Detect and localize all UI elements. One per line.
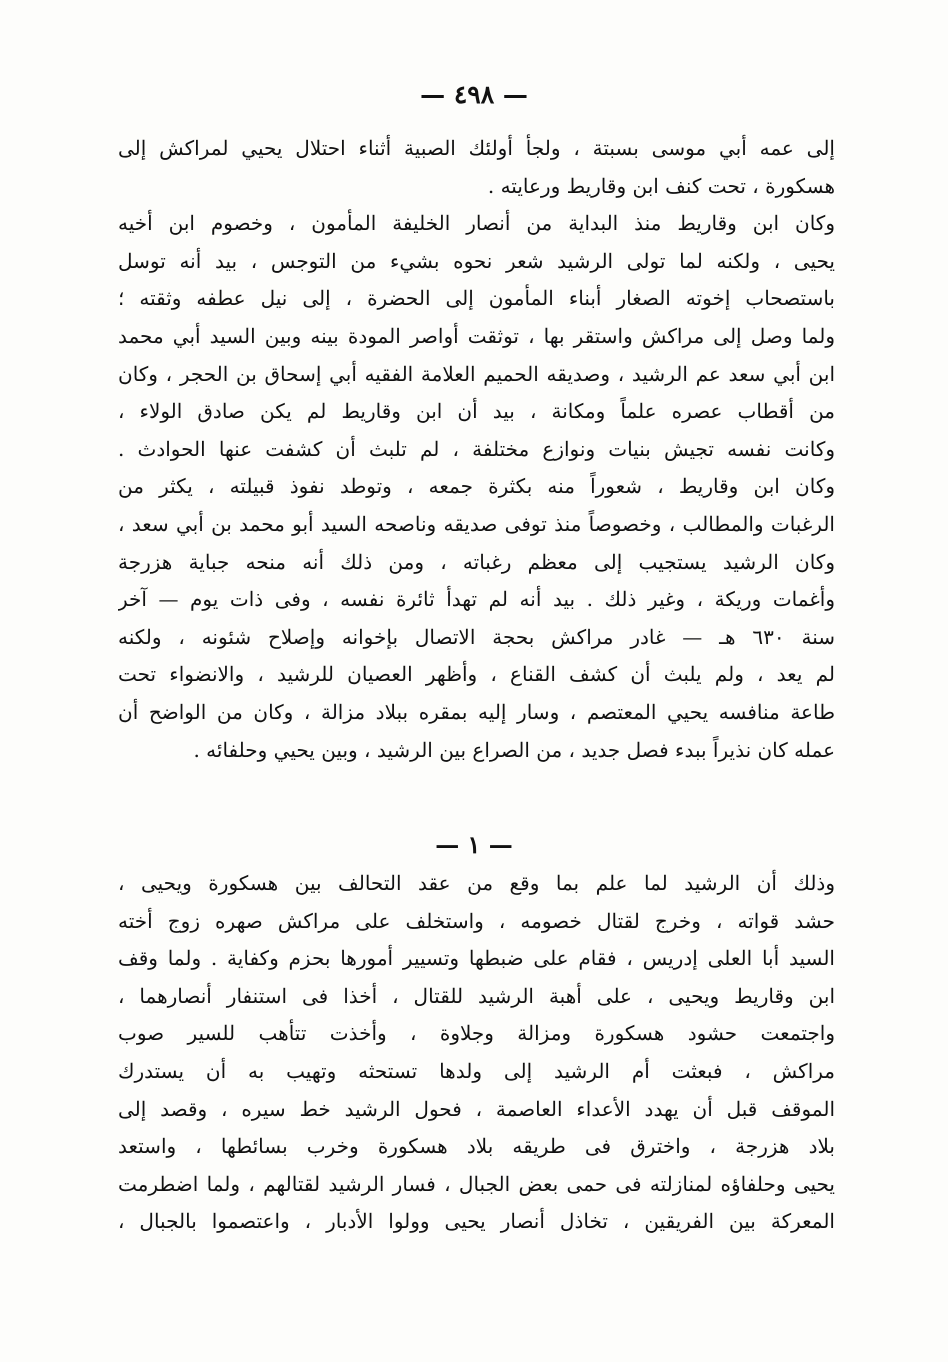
text-line: واجتمعت حشود هسكورة ومزالة وجلاوة ، وأخذت تتأهب للسير صوب: [118, 1021, 835, 1046]
text-line: بلاد هزرجة ، واخترق فى طريقه بلاد هسكورة وخرب بسائطها ، واستعد: [118, 1134, 835, 1159]
text-line: السيد أبا العلى إدريس ، فقام على ضبطها وتسيير أمورها بحزم وكفاية . ولما وقف: [118, 946, 835, 971]
text-line: يحيى وحلفاؤه لمنازلته فى حمى بعض الجبال ، فسار الرشيد لقتالهم ، ولما اضطرمت: [118, 1171, 835, 1196]
text-line: وذلك أن الرشيد لما علم بما وقع من عقد التحالف بين هسكورة ويحيى ،: [118, 871, 835, 895]
text-line: من أقطاب عصره علماً ومكانة ، بيد أن ابن وقاريط لم يكن صادق الولاء ،: [118, 399, 835, 424]
text-line: وكان الرشيد يستجيب إلى معظم رغباته ، ومن ذلك أنه منحه جباية هزرجة: [118, 549, 835, 574]
text-line: وكان ابن وقاريط ، شعوراً منه بكثرة جمعه ، وتوطد نفوذ قبيلته ، يكثر من: [118, 474, 835, 499]
text-line: إلى عمه أبي موسى بسبتة ، ولجأ أولئك الصبية أثناء احتلال يحيي لمراكش إلى: [118, 136, 835, 160]
text-line: ابن أبي سعد عم الرشيد ، وصديقه الحميم العلامة الفقيه أبي إسحاق بن الحجر ، وكان: [118, 361, 835, 386]
text-line: الرغبات والمطالب ، وخصوصاً منذ توفى صديقه وناصحه السيد أبو محمد بن أبي سعد ،: [118, 511, 835, 536]
text-line: الموقف قبل أن يهدد الأعداء العاصمة ، فحول الرشيد خط سيره ، وقصد إلى: [118, 1096, 835, 1121]
text-line: مراكش ، فبعثت أم الرشيد إلى ولدها تستحثه وتهيب به أن يستدرك: [118, 1058, 835, 1083]
text-line: حشد قواته ، وخرج لقتال خصومه ، واستخلف على مراكش صهره زوج أخته: [118, 908, 835, 933]
body-text-bottom: [118, 865, 835, 1241]
text-line: المعركة بين الفريقين ، تخاذل أنصار يحيى وولوا الأدبار ، واعتصموا بالجبال ،: [118, 1209, 835, 1234]
text-line: يحيى ، ولكنه لما تولى الرشيد شعر نحوه بشيء من التوجس ، بيد أنه توسل: [118, 248, 835, 273]
body-text-top: [118, 130, 835, 769]
text-line: ابن وقاريط ويحيى ، على أهبة الرشيد للقتال ، أخذا فى استنفار أنصارهما ،: [118, 983, 835, 1008]
text-line: لم يعد ، ولم يلبث أن كشف القناع ، وأظهر العصيان للرشيد ، والانضواء تحت: [118, 662, 835, 687]
text-line: هسكورة ، تحت كنف ابن وقاريط ورعايته .: [487, 173, 835, 198]
text-line: عمله كان نذيراً ببدء فصل جديد ، من الصراع بين الرشيد ، وبين يحيي وحلفائه .: [193, 737, 835, 762]
text-line: وكان ابن وقاريط منذ البداية من أنصار الخليفة المأمون ، وخصوم ابن أخيه: [118, 211, 835, 236]
text-line: باستصحاب إخوته الصغار أبناء المأمون إلى الحضرة ، إلى نيل عطفه وثقته ؛: [118, 286, 835, 311]
page-number: — ٤٩٨ —: [420, 80, 528, 109]
text-line: وكانت نفسه تجيش بنيات ونوازع مختلفة ، لم تلبث أن كشفت عنها الحوادث .: [118, 436, 835, 461]
text-line: سنة ٦٣٠ هـ — غادر مراكش بحجة الاتصال بإخوانه وإصلاح شئونه ، ولكنه: [118, 624, 835, 649]
text-line: طاعة منافسه يحيي المعتصم ، وسار إليه بمقره ببلاد مزالة ، وكان من الواضح أن: [118, 699, 835, 724]
text-line: وأغمات وريكة ، وغير ذلك . بيد أنه لم تهدأ ثائرة نفسه ، وفى ذات يوم — آخر: [118, 587, 835, 612]
section-number: — ١ —: [435, 830, 513, 859]
text-line: ولما وصل إلى مراكش واستقر بها ، توثقت أواصر المودة بينه وبين السيد أبي محمد: [118, 323, 835, 348]
